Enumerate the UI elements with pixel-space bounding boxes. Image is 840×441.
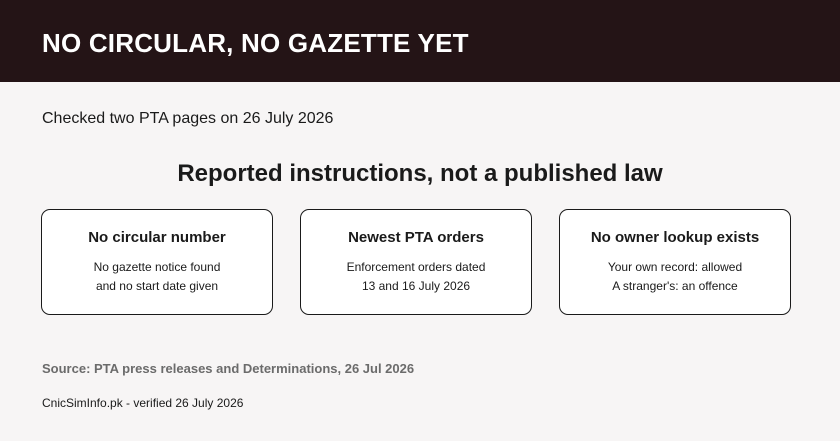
header-title: NO CIRCULAR, NO GAZETTE YET	[42, 28, 469, 58]
headline: Reported instructions, not a published law	[177, 160, 663, 187]
card-text-line: and no start date given	[95, 279, 219, 293]
card-text-line: Enforcement orders dated	[346, 260, 486, 274]
footer-credit: CnicSimInfo.pk - verified 26 July 2026	[42, 396, 244, 410]
card-text-line: 13 and 16 July 2026	[361, 279, 471, 293]
card-title: Newest PTA orders	[348, 229, 484, 246]
card-title: No owner lookup exists	[590, 229, 760, 246]
card-newest-orders	[300, 209, 532, 315]
card-no-circular	[41, 209, 273, 315]
card-text-line: A stranger's: an offence	[612, 279, 738, 293]
card-owner-lookup	[559, 209, 791, 315]
checked-note: Checked two PTA pages on 26 July 2026	[42, 110, 334, 127]
card-title: No circular number	[88, 229, 226, 246]
header-banner	[0, 0, 840, 82]
card-text-line: Your own record: allowed	[607, 260, 743, 274]
source-note: Source: PTA press releases and Determinations, 26 Jul 2026	[42, 361, 415, 376]
card-text-line: No gazette notice found	[93, 260, 221, 274]
